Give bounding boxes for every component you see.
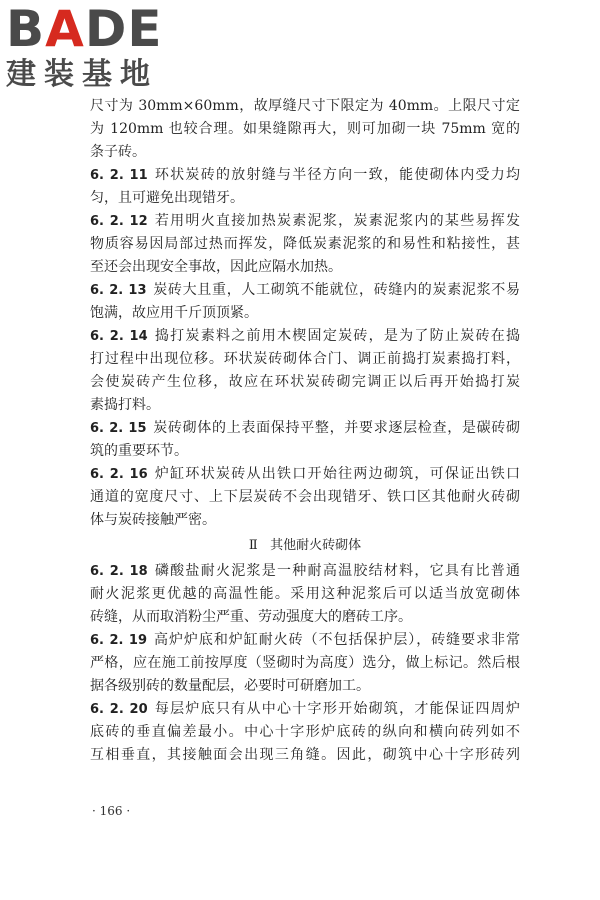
text-line: 捣打炭素料之前用木楔固定炭砖，是为了防止炭砖在捣 (153, 328, 520, 344)
section-heading (90, 534, 520, 558)
text-line: 耐火泥浆更优越的高温性能。采用这种泥浆后可以适当放宽砌体 (90, 586, 520, 602)
clause-number: 6. 2. 19 (90, 633, 148, 648)
text-line: 炭砖大且重，人工砌筑不能就位，砖缝内的炭素泥浆不易 (152, 282, 520, 298)
logo-wordmark (6, 0, 206, 58)
paragraph-6-2-12 (90, 210, 520, 279)
paragraph-6-2-16 (90, 463, 520, 532)
logo-letter-a: A (45, 0, 85, 58)
document-body (90, 95, 520, 767)
paragraph-continuation (90, 95, 520, 164)
text-line: 通道的宽度尺寸、上下层炭砖不会出现错牙、铁口区其他耐火砖砌 (90, 489, 520, 505)
text-line: 砖缝，从而取消粉尘严重、劳动强度大的磨砖工序。 (90, 609, 412, 625)
clause-number: 6. 2. 14 (90, 329, 148, 344)
bade-logo (6, 0, 206, 96)
paragraph-6-2-15 (90, 417, 520, 463)
text-line: 饱满，故应用千斤顶顶紧。 (90, 305, 258, 321)
paragraph-6-2-20 (90, 698, 520, 767)
clause-number: 6. 2. 15 (90, 421, 147, 436)
text-line: 严格，应在施工前按厚度（竖砌时为高度）选分，做上标记。然后根 (90, 655, 520, 671)
text-line: 每层炉底只有从中心十字形开始砌筑，才能保证四周炉 (153, 701, 520, 717)
logo-letter-b: B (6, 0, 46, 58)
text-line: 尺寸为 30mm×60mm，故厚缝尺寸下限定为 40mm。上限尺寸定 (90, 98, 520, 114)
text-line: 条子砖。 (90, 144, 146, 160)
paragraph-6-2-18 (90, 560, 520, 629)
clause-number: 6. 2. 20 (90, 702, 148, 717)
text-line: 打过程中出现位移。环状炭砖砌体合门、调正前捣打炭素捣打料， (90, 351, 520, 367)
text-line: 体与炭砖接触严密。 (90, 512, 216, 528)
paragraph-6-2-13 (90, 279, 520, 325)
clause-number: 6. 2. 18 (90, 564, 148, 579)
text-line: 据各级别砖的数量配层，必要时可研磨加工。 (90, 678, 370, 694)
clause-number: 6. 2. 13 (90, 283, 147, 298)
text-line: 匀，且可避免出现错牙。 (90, 190, 244, 206)
text-line: 为 120mm 也较合理。如果缝隙再大，则可加砌一块 75mm 宽的 (90, 121, 520, 137)
text-line: 磷酸盐耐火泥浆是一种耐高温胶结材料，它具有比普通 (153, 563, 520, 579)
clause-number: 6. 2. 11 (90, 168, 148, 183)
logo-subtitle: 建装基地 (6, 57, 158, 92)
clause-number: 6. 2. 12 (90, 214, 148, 229)
text-line: 筑的重要环节。 (90, 443, 188, 459)
text-line: 炭砖砌体的上表面保持平整，并要求逐层检查，是碳砖砌 (152, 420, 520, 436)
text-line: 环状炭砖的放射缝与半径方向一致，能使砌体内受力均 (153, 167, 520, 183)
paragraph-6-2-14 (90, 325, 520, 417)
paragraph-6-2-11 (90, 164, 520, 210)
text-line: 素捣打料。 (90, 397, 160, 413)
text-line: 互相垂直，其接触面会出现三角缝。因此，砌筑中心十字形砖列 (90, 747, 520, 763)
page-number: · 166 · (92, 804, 131, 818)
text-line: 高炉炉底和炉缸耐火砖（不包括保护层），砖缝要求非常 (153, 632, 520, 648)
section-title: 其他耐火砖砌体 (270, 538, 362, 553)
text-line: 底砖的垂直偏差最小。中心十字形炉底砖的纵向和横向砖列如不 (90, 724, 520, 740)
clause-number: 6. 2. 16 (90, 467, 148, 482)
text-line: 若用明火直接加热炭素泥浆，炭素泥浆内的某些易挥发 (153, 213, 520, 229)
text-line: 物质容易因局部过热而挥发，降低炭素泥浆的和易性和粘接性，甚 (90, 236, 520, 252)
text-line: 炉缸环状炭砖从出铁口开始往两边砌筑，可保证出铁口 (153, 466, 520, 482)
section-numeral: Ⅱ (248, 538, 258, 553)
paragraph-6-2-19 (90, 629, 520, 698)
logo-letters-de: DE (84, 0, 163, 58)
text-line: 会使炭砖产生位移，故应在环状炭砖砌完调正以后再开始捣打炭 (90, 374, 520, 390)
text-line: 至还会出现安全事故，因此应隔水加热。 (90, 259, 342, 275)
